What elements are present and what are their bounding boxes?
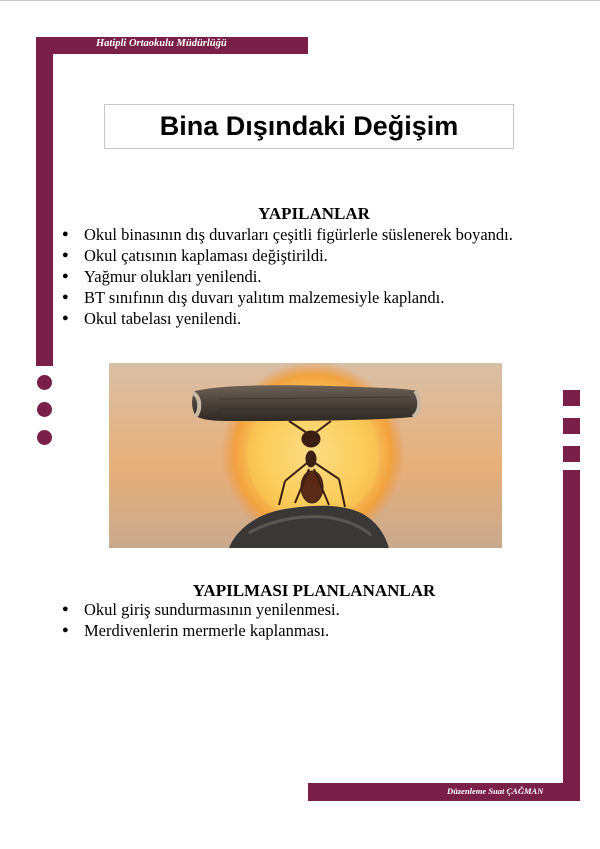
done-list <box>62 224 513 329</box>
bullet-icon: ● <box>62 291 69 303</box>
decorative-square <box>563 418 580 434</box>
list-item: ● BT sınıfının dış duvarı yalıtım malzemesiyle kaplandı. <box>62 288 445 307</box>
bullet-icon: ● <box>62 624 69 636</box>
footer-credit: Düzenleme Suat ÇAĞMAN <box>447 786 544 796</box>
left-decorative-bar <box>36 37 53 366</box>
list-item: ● Merdivenlerin mermerle kaplanması. <box>62 621 330 640</box>
list-item: ● Okul binasının dış duvarları çeşitli figürlerle süslenerek boyandı. <box>62 225 513 244</box>
page-title: Bina Dışındaki Değişim <box>159 111 459 141</box>
decorative-dot <box>37 375 52 390</box>
planned-list <box>62 599 340 641</box>
decorative-square <box>563 390 580 406</box>
top-rule <box>0 0 600 1</box>
bullet-icon: ● <box>62 270 69 282</box>
bullet-icon: ● <box>62 312 69 324</box>
done-heading: YAPILANLAR <box>258 204 370 223</box>
decorative-dot <box>37 402 52 417</box>
list-item: ● Okul tabelası yenilendi. <box>62 309 242 328</box>
planned-heading: YAPILMASI PLANLANANLAR <box>192 581 436 600</box>
bullet-icon: ● <box>62 603 69 615</box>
title-box <box>104 104 514 149</box>
decorative-dot <box>37 430 52 445</box>
list-item: ● Okul giriş sundurmasının yenilenmesi. <box>62 600 340 619</box>
list-item: ● Yağmur olukları yenilendi. <box>62 267 262 286</box>
ant-lifting-stick-photo <box>109 363 502 548</box>
right-decorative-bar <box>563 470 580 801</box>
bullet-icon: ● <box>62 249 69 261</box>
list-item: ● Okul çatısının kaplaması değiştirildi. <box>62 246 328 265</box>
decorative-square <box>563 446 580 462</box>
bullet-icon: ● <box>62 228 69 240</box>
school-name: Hatipli Ortaokulu Müdürlüğü <box>96 38 227 49</box>
